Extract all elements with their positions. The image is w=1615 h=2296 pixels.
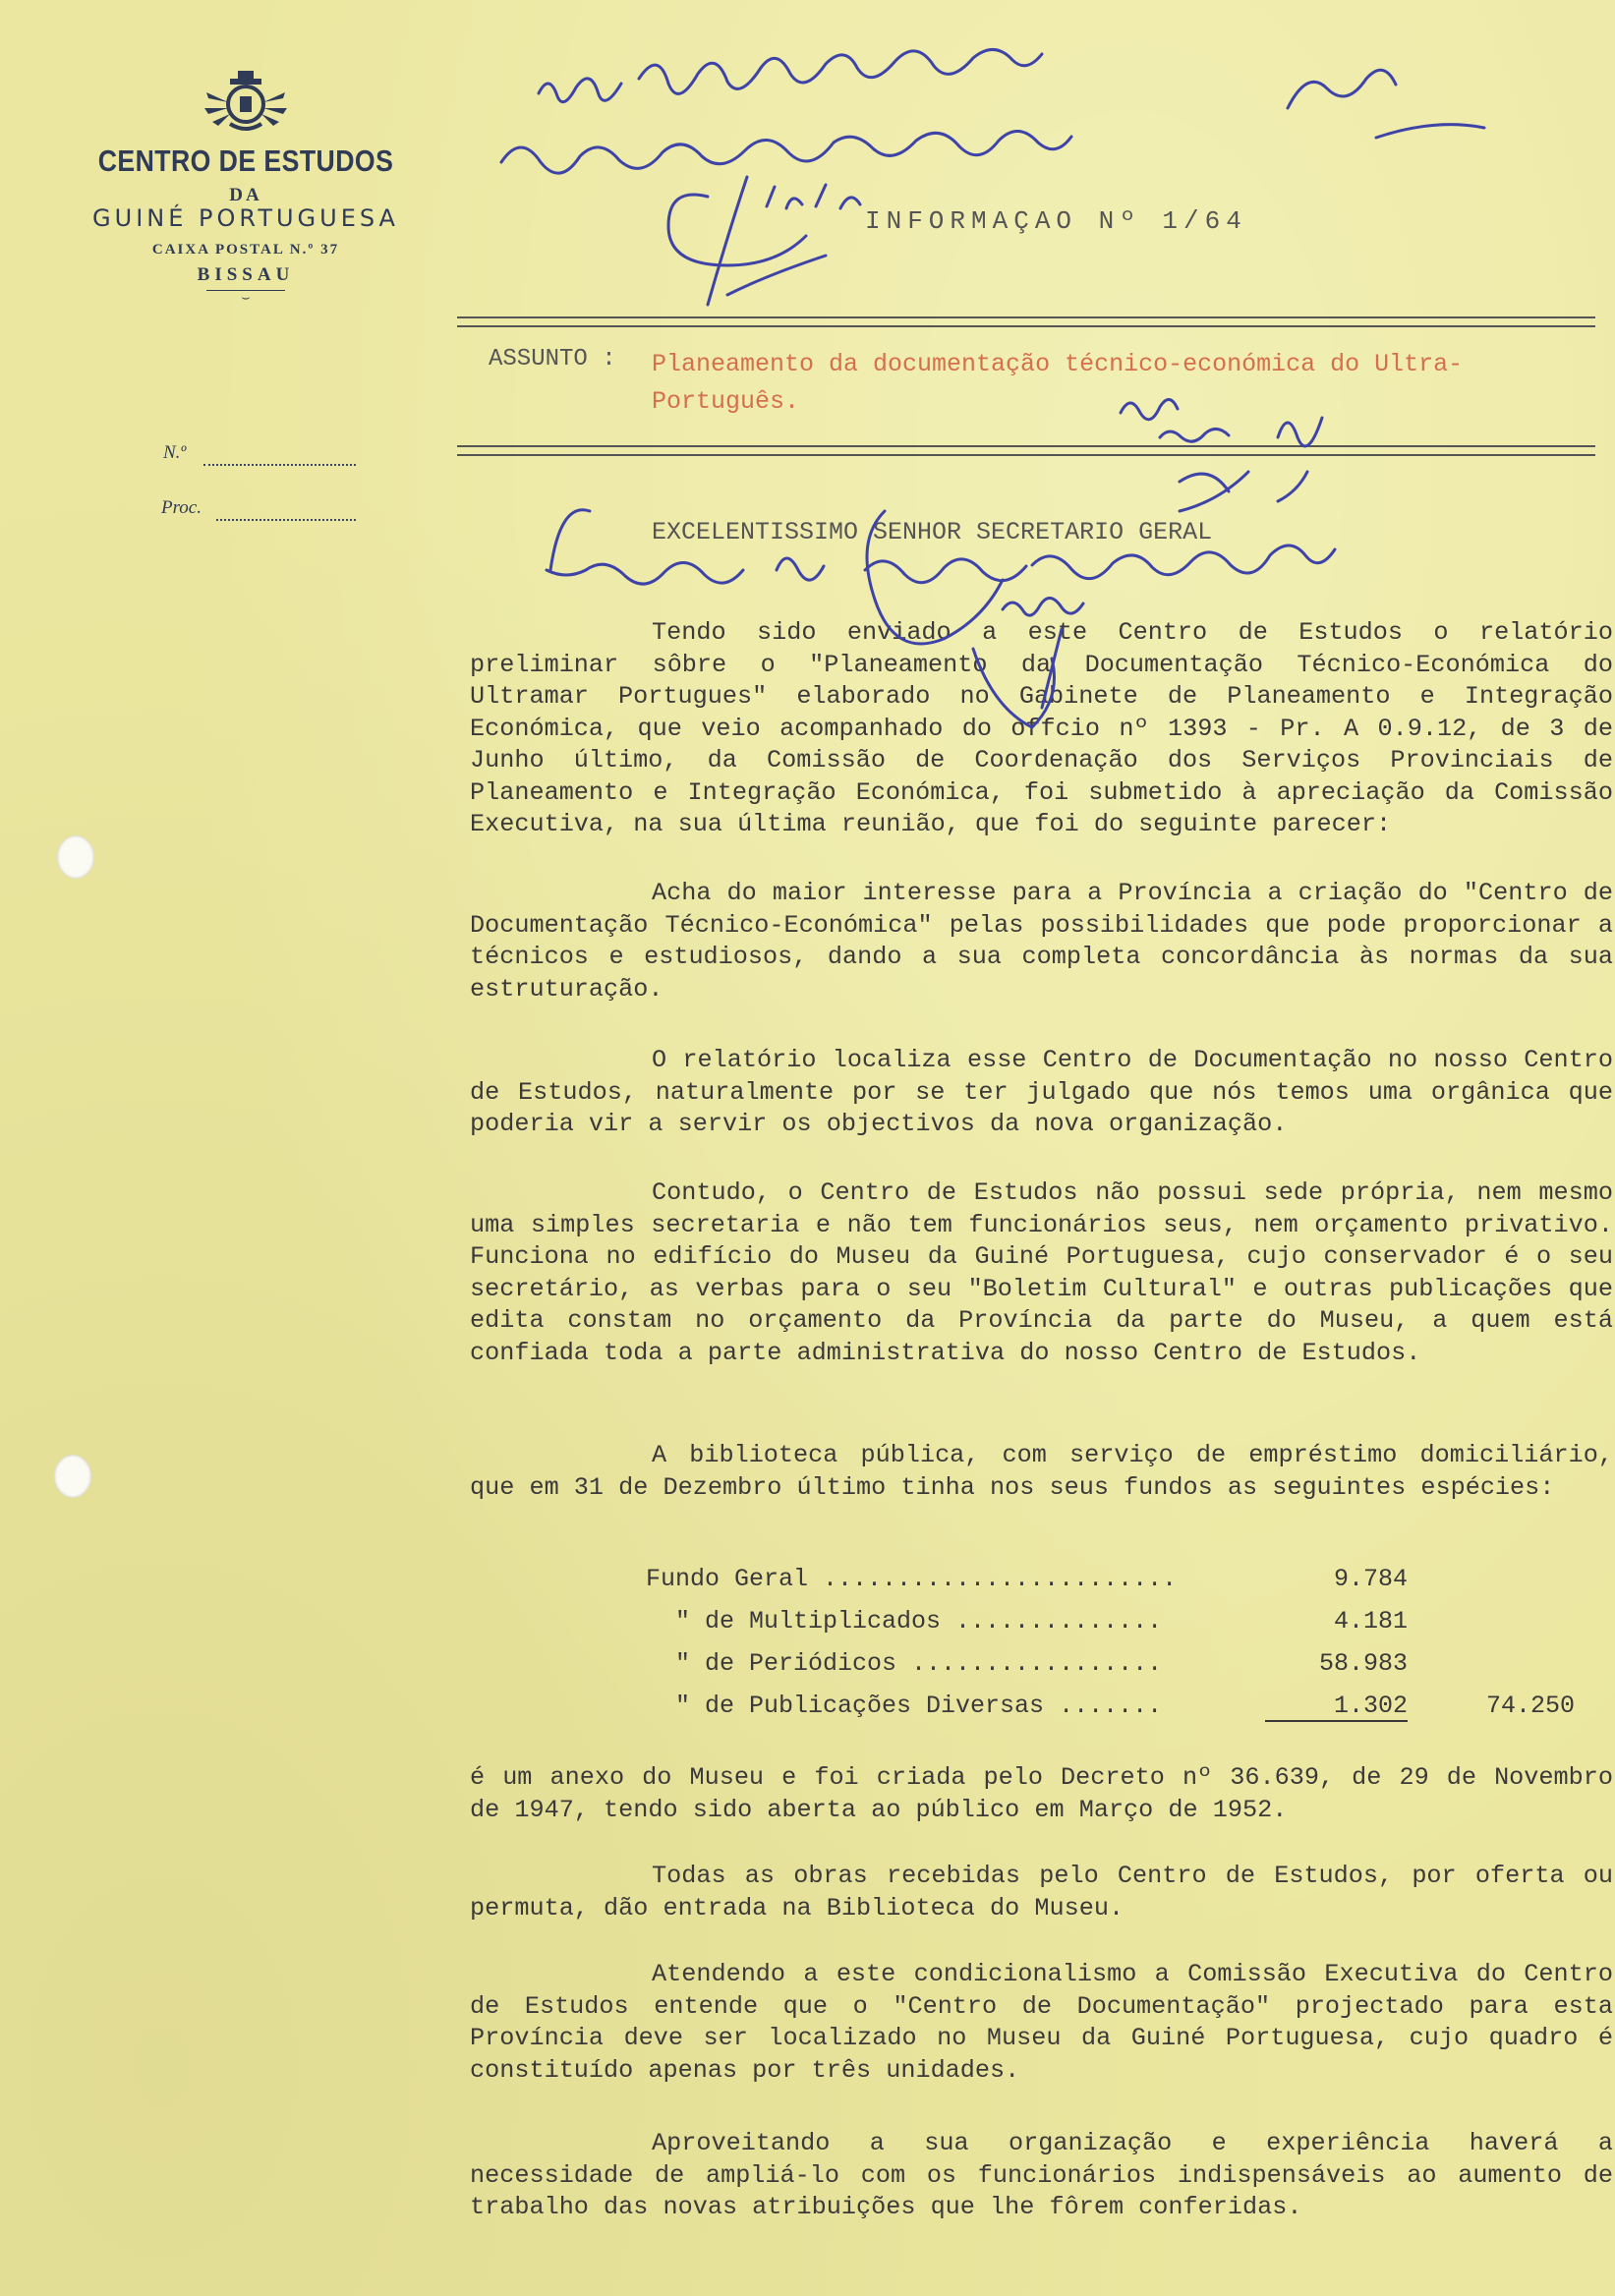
paragraph-7-block xyxy=(470,1861,1613,1924)
paragraph-9: Aproveitando a sua organização e experiência haverá a necessidade de ampliá-lo com os funcionários indispensáveis ao aumento de trabalho das novas atribuições que lhe fôrem conferidas. xyxy=(470,2129,1613,2221)
letterhead-guine: GUINÉ PORTUGUESA xyxy=(92,204,399,232)
library-row xyxy=(646,1692,1589,1734)
paragraph-4: Contudo, o Centro de Estudos não possui sede própria, nem mesmo uma simples secretaria e não tem funcionários seus, nem orçamento privativo. Funciona no edifício do Museu da Guiné Portuguesa, cujo conservador é o seu secretário, as verbas para o seu "Boletim Cultural" e outras publicações que edita constam no orçamento da Província da parte do Museu, a quem está confiada toda a parte administrativa do nosso Centro de Estudos. xyxy=(470,1178,1613,1367)
paragraph-2-block xyxy=(470,878,1613,1005)
library-row xyxy=(646,1649,1589,1692)
letterhead-city: BISSAU xyxy=(197,264,295,285)
paragraph-3-block xyxy=(470,1045,1613,1141)
punch-hole-top xyxy=(57,835,94,879)
paragraph-4-block xyxy=(470,1177,1613,1369)
proc-field-label: Proc. xyxy=(161,497,202,518)
library-row-label: " de Multiplicados .............. xyxy=(675,1607,1163,1636)
paragraph-5-block xyxy=(470,1440,1613,1504)
punch-hole-bottom xyxy=(54,1455,91,1498)
subject-text: Planeamento da documentação técnico-económica do Ultra- Português. xyxy=(652,350,1464,416)
library-row xyxy=(646,1607,1589,1649)
paragraph-9-block xyxy=(470,2128,1613,2224)
number-field-label: N.º xyxy=(163,442,187,463)
library-row-label: " de Periódicos ................. xyxy=(675,1649,1163,1678)
letterhead xyxy=(59,69,433,307)
paragraph-6-block xyxy=(470,1762,1613,1826)
library-row xyxy=(646,1565,1589,1607)
salutation: EXCELENTISSIMO SENHOR SECRETARIO GERAL xyxy=(652,518,1213,546)
paragraph-3: O relatório localiza esse Centro de Documentação no nosso Centro de Estudos, naturalmente por se ter julgado que nós temos uma orgânica que poderia vir a servir os objectivos da nova organização. xyxy=(470,1046,1613,1138)
paragraph-8: Atendendo a este condicionalismo a Comissão Executiva do Centro de Estudos entende que o "Centro de Documentação" projectado para esta Província deve ser localizado no Museu da Guiné Portuguesa, cujo quadro é constituído apenas por três unidades. xyxy=(470,1960,1613,2085)
paragraph-5: A biblioteca pública, com serviço de empréstimo domiciliário, que em 31 de Dezembro último tinha nos seus fundos as seguintes espécies: xyxy=(470,1441,1613,1502)
paragraph-8-block xyxy=(470,1959,1613,2087)
number-field-line xyxy=(203,464,356,466)
handwriting-stroke xyxy=(1003,598,1083,615)
handwriting-stroke xyxy=(501,131,1071,173)
subject-label: ASSUNTO : xyxy=(489,346,616,373)
library-row-value: 9.784 xyxy=(1333,1565,1408,1593)
library-row-value: 58.983 xyxy=(1318,1649,1408,1678)
library-row-label: Fundo Geral ........................ xyxy=(646,1565,1178,1593)
handwriting-stroke xyxy=(1376,125,1484,138)
proc-field-line xyxy=(216,519,356,521)
letterhead-da: DA xyxy=(229,185,262,205)
document-title: INFORMAÇAO Nº 1/64 xyxy=(865,206,1247,236)
letterhead-ornament-icon: ⌣ xyxy=(241,291,251,306)
library-total: 74.250 xyxy=(1485,1692,1575,1720)
paragraph-1: Tendo sido enviado a este Centro de Estudos o relatório preliminar sôbre o "Planeamento da Documentação Técnico-Económica do Ultramar Portugues" elaborado no Gabinete de Planeamento e Integração Económica, que veio acompanhado do offcio nº 1393 - Pr. A 0.9.12, de 3 de Junho último, da Comissão de Coordenação dos Serviços Provinciais de Planeamento e Integração Económica, foi submetido à apreciação da Comissão Executiva, na sua última reunião, que foi do seguinte parecer: xyxy=(470,618,1613,838)
header-rule-bottom xyxy=(457,445,1595,456)
handwriting-stroke xyxy=(668,177,826,305)
coat-of-arms-icon xyxy=(201,69,291,138)
library-row-value: 4.181 xyxy=(1333,1607,1408,1636)
library-holdings-table xyxy=(646,1565,1589,1734)
paragraph-7: Todas as obras recebidas pelo Centro de Estudos, por oferta ou permuta, dão entrada na Biblioteca do Museu. xyxy=(470,1862,1613,1923)
letterhead-postal-box: CAIXA POSTAL N.º 37 xyxy=(151,242,340,258)
handwriting-stroke xyxy=(1180,472,1307,511)
handwriting-stroke xyxy=(539,49,1396,108)
paragraph-2: Acha do maior interesse para a Província a criação do "Centro de Documentação Técnico-Económica" pelas possibilidades que pode proporcionar a técnicos e estudiosos, dando a sua completa concordância às normas da sua estruturação. xyxy=(470,879,1613,1004)
letterhead-title: CENTRO DE ESTUDOS xyxy=(97,144,394,178)
paragraph-6: é um anexo do Museu e foi criada pelo Decreto nº 36.639, de 29 de Novembro de 1947, tendo sido aberta ao público em Março de 1952. xyxy=(470,1763,1613,1824)
library-row-value: 1.302 xyxy=(1265,1692,1408,1722)
handwriting-stroke xyxy=(767,185,860,208)
paragraph-1-block xyxy=(470,617,1613,841)
header-rule-top xyxy=(457,316,1595,327)
library-row-label: " de Publicações Diversas ....... xyxy=(675,1692,1163,1720)
